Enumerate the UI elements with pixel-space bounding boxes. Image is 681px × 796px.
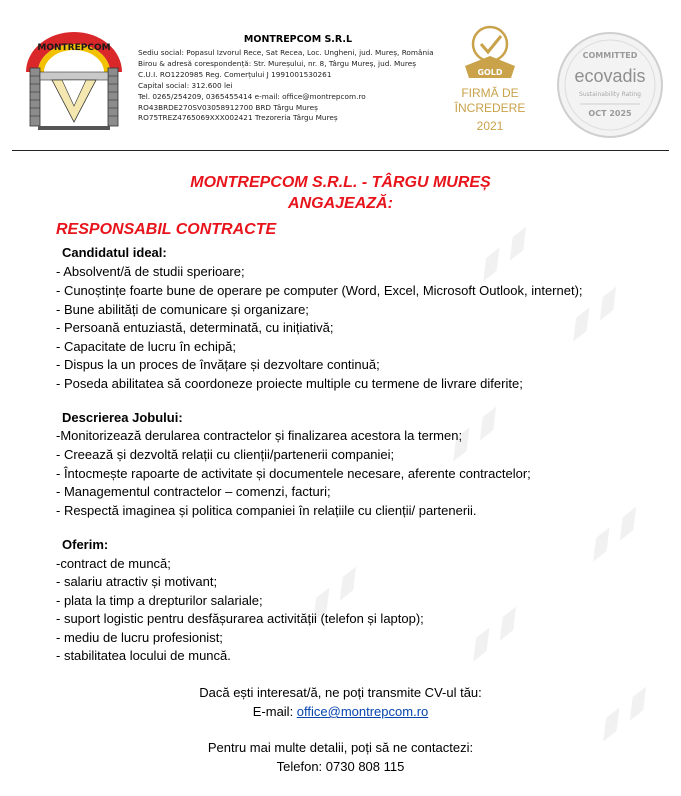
company-details bbox=[138, 34, 460, 124]
bank-line-brd: RO43BRDE270SV03058912700 BRD Târgu Mureș bbox=[138, 102, 318, 112]
hiring-title: ANGAJEAZĂ: bbox=[288, 195, 393, 212]
offer-item: -contract de muncă; bbox=[56, 556, 171, 571]
svg-text:Sustainability Rating: Sustainability Rating bbox=[579, 91, 641, 98]
candidate-item: - Cunoștințe foarte bune de operare pe computer (Word, Excel, Microsoft Outlook, internet); bbox=[56, 283, 583, 298]
candidate-item: - Capacitate de lucru în echipă; bbox=[56, 339, 236, 354]
section-title-candidate: Candidatul ideal: bbox=[62, 245, 167, 260]
job-item: - Întocmește rapoarte de activitate și documentele necesare, aferente contractelor; bbox=[56, 466, 531, 481]
phone-email-line: Tel. 0265/254209, 0365455414 e-mail: office@montrepcom.ro bbox=[138, 91, 366, 101]
candidate-item: - Dispus la un proces de învățare și dezvoltare continuă; bbox=[56, 357, 380, 372]
logo-text: MONTREPCOM bbox=[37, 43, 111, 53]
candidate-item: - Bune abilități de comunicare și organizare; bbox=[56, 302, 309, 317]
office-address-line: Birou & adresă corespondență: Str. Mureșului, nr. 8, Târgu Mureș, jud. Mureș bbox=[138, 58, 417, 68]
address-line: Sediu social: Popasul Izvorul Rece, Sat Recea, Loc. Ungheni, jud. Mureș, România bbox=[138, 48, 434, 57]
ecovadis-badge bbox=[555, 30, 665, 140]
letterhead bbox=[0, 0, 681, 150]
candidate-item: - Persoană entuziastă, determinată, cu inițiativă; bbox=[56, 320, 334, 335]
offer-item: - plata la timp a drepturilor salariale; bbox=[56, 593, 263, 608]
svg-text:FIRMĂ DE: FIRMĂ DE bbox=[461, 86, 519, 100]
cv-instruction: Dacă ești interesat/ă, ne poți transmite CV-ul tău: bbox=[199, 685, 482, 700]
email-link[interactable]: office@montrepcom.ro bbox=[296, 704, 429, 719]
section-title-offer: Oferim: bbox=[62, 537, 109, 552]
job-title: RESPONSABIL CONTRACTE bbox=[56, 221, 277, 238]
svg-text:OCT 2025: OCT 2025 bbox=[588, 109, 632, 118]
svg-text:2021: 2021 bbox=[476, 119, 504, 133]
candidate-item: - Absolvent/ă de studii sperioare; bbox=[56, 264, 245, 279]
bank-line-treasury: RO75TREZ4765069XXX002421 Trezoreria Târgu Mureș bbox=[138, 113, 338, 123]
offer-item: - salariu atractiv și motivant; bbox=[56, 574, 218, 589]
offer-item: - mediu de lucru profesionist; bbox=[56, 630, 223, 645]
job-item: - Creează și dezvoltă relații cu clienții/partenerii companiei; bbox=[56, 447, 395, 462]
email-label: E-mail: bbox=[252, 704, 297, 719]
email-line bbox=[0, 704, 681, 719]
job-item: - Managementul contractelor – comenzi, facturi; bbox=[56, 484, 331, 499]
phone-line: Telefon: 0730 808 115 bbox=[276, 759, 405, 774]
capital-line: Capital social: 312.600 lei bbox=[138, 80, 233, 90]
candidate-item: - Poseda abilitatea să coordoneze proiecte multiple cu termene de livrare diferite; bbox=[56, 376, 523, 391]
offer-item: - stabilitatea locului de muncă. bbox=[56, 648, 231, 663]
svg-text:ÎNCREDERE: ÎNCREDERE bbox=[454, 101, 526, 115]
header-divider bbox=[12, 150, 669, 151]
job-item: -Monitorizează derularea contractelor și finalizarea acestora la termen; bbox=[56, 428, 463, 443]
svg-text:GOLD: GOLD bbox=[477, 68, 503, 77]
job-item: - Respectă imaginea și politica companiei în relațiile cu clienții/ partenerii. bbox=[56, 503, 477, 518]
offer-item: - suport logistic pentru desfășurarea activității (telefon și laptop); bbox=[56, 611, 424, 626]
svg-text:COMMITTED: COMMITTED bbox=[582, 51, 638, 60]
main-title: MONTREPCOM S.R.L. - TÂRGU MUREȘ bbox=[190, 174, 491, 191]
registration-line: C.U.I. RO1220985 Reg. Comerțului J 1991001530261 bbox=[138, 69, 332, 79]
company-name: MONTREPCOM S.R.L bbox=[243, 34, 353, 45]
details-instruction: Pentru mai multe detalii, poți să ne contactezi: bbox=[207, 740, 474, 755]
montrepcom-logo bbox=[18, 22, 130, 134]
firma-de-incredere-badge bbox=[447, 22, 533, 140]
section-title-job: Descrierea Jobului: bbox=[62, 410, 183, 425]
svg-text:ecovadis: ecovadis bbox=[574, 66, 646, 86]
